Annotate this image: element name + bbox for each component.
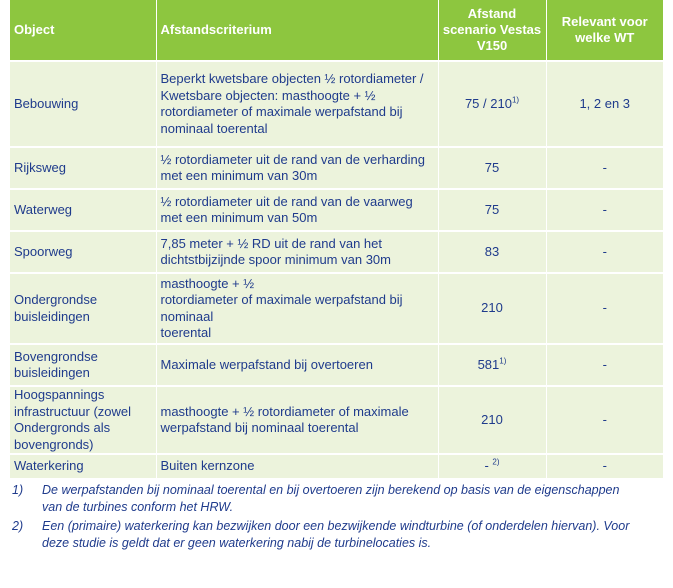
cell-distance-value: 75 — [484, 159, 500, 175]
cell-distance — [438, 61, 546, 147]
cell-object-line: buisleidingen — [14, 365, 90, 380]
cell-criterion-line: met een minimum van 50m — [160, 210, 318, 225]
footnote-ref: 2) — [492, 457, 500, 467]
header-distance-line: V150 — [476, 38, 508, 53]
cell-criterion-line: dichtstbijzijnde spoor minimum van 30m — [160, 252, 391, 267]
cell-object — [10, 61, 156, 147]
cell-criterion — [156, 273, 438, 344]
distance-criteria-table — [10, 0, 663, 478]
table-row — [10, 61, 663, 147]
cell-object-line: Spoorweg — [14, 243, 73, 259]
footnote — [10, 518, 663, 551]
cell-object — [10, 454, 156, 478]
cell-distance — [438, 147, 546, 189]
cell-criterion — [156, 386, 438, 454]
cell-criterion-line: nominaal — [160, 308, 214, 324]
cell-object — [10, 147, 156, 189]
footnote-ref: 1) — [499, 356, 507, 366]
cell-distance — [438, 231, 546, 273]
table-row — [10, 231, 663, 273]
cell-criterion — [156, 231, 438, 273]
cell-distance-value: 75 — [484, 201, 500, 217]
cell-distance-value: 581 — [477, 356, 500, 372]
cell-object — [10, 344, 156, 386]
cell-object — [10, 231, 156, 273]
cell-criterion-line: masthoogte + ½ — [160, 275, 255, 291]
cell-object-line: Ondergronds als — [14, 420, 111, 435]
cell-distance — [438, 273, 546, 344]
cell-criterion-line: Beperkt kwetsbare objecten ½ rotordiameter / — [160, 71, 424, 86]
cell-object-line: Bebouwing — [14, 95, 79, 111]
cell-distance-value: 83 — [484, 243, 500, 259]
cell-criterion-line: ½ rotordiameter uit de rand van de vaarweg — [160, 193, 413, 209]
cell-object-line: Hoogspannings — [14, 387, 105, 402]
cell-distance-value: 75 / 210 — [464, 95, 512, 111]
cell-criterion-line: toerental — [160, 325, 212, 340]
cell-criterion-line: rotordiameter of maximale werpafstand bij — [160, 104, 403, 119]
cell-object-line: Waterkering — [14, 458, 84, 474]
cell-relevant: - — [546, 454, 663, 478]
cell-criterion-line: Kwetsbare objecten: masthoogte + ½ — [160, 87, 376, 103]
footnotes — [10, 482, 663, 551]
footnote — [10, 482, 663, 515]
cell-criterion-line: rotordiameter of maximale werpafstand bij — [160, 292, 403, 307]
cell-object — [10, 189, 156, 231]
cell-object-line: buisleidingen — [14, 308, 90, 324]
cell-criterion-line: masthoogte + ½ rotordiameter of maximale — [160, 403, 409, 419]
table-row — [10, 454, 663, 478]
header-distance-line: Afstand — [467, 6, 517, 21]
header-distance — [438, 0, 546, 61]
cell-relevant: - — [546, 231, 663, 273]
cell-object-line: bovengronds) — [14, 436, 94, 452]
header-relevant — [546, 0, 663, 61]
cell-distance — [438, 344, 546, 386]
table-row — [10, 344, 663, 386]
footnote-ref: 1) — [511, 95, 520, 105]
cell-criterion-line: Maximale werpafstand bij overtoeren — [160, 356, 373, 372]
cell-distance-value: 210 — [481, 300, 503, 316]
document-page — [10, 0, 663, 554]
cell-criterion-line: 7,85 meter + ½ RD uit de rand van het — [160, 235, 382, 251]
table-header-row — [10, 0, 663, 61]
table-row — [10, 386, 663, 454]
header-relevant-line: Relevant voor — [561, 14, 648, 29]
cell-relevant: - — [546, 273, 663, 344]
footnote-number: 2) — [12, 519, 24, 533]
footnote-text: De werpafstanden bij nominaal toerental en bij overtoeren zijn berekend op basis van de eigenschappen van de turbines conform het HRW. — [42, 483, 620, 514]
header-distance-line: scenario Vestas — [442, 22, 542, 37]
cell-distance — [438, 454, 546, 478]
header-relevant-line: welke WT — [575, 30, 635, 45]
cell-distance — [438, 189, 546, 231]
cell-criterion-line: ½ rotordiameter uit de rand van de verharding — [160, 151, 425, 167]
table-row — [10, 189, 663, 231]
cell-relevant: - — [546, 147, 663, 189]
cell-relevant: - — [546, 386, 663, 454]
cell-distance-value: 210 — [481, 411, 503, 427]
cell-object-line: Waterweg — [14, 201, 73, 217]
cell-criterion — [156, 61, 438, 147]
cell-criterion — [156, 147, 438, 189]
cell-object — [10, 273, 156, 344]
table-row — [10, 273, 663, 344]
cell-criterion — [156, 344, 438, 386]
cell-object-line: Ondergrondse — [14, 292, 98, 307]
footnote-number: 1) — [12, 483, 24, 497]
cell-criterion-line: nominaal toerental — [160, 120, 268, 136]
cell-criterion-line: Buiten kernzone — [160, 458, 255, 474]
table-body — [10, 61, 663, 478]
cell-object — [10, 386, 156, 454]
cell-object-line: Bovengrondse — [14, 348, 98, 364]
cell-relevant: - — [546, 189, 663, 231]
cell-criterion — [156, 189, 438, 231]
cell-criterion-line: werpafstand bij nominaal toerental — [160, 420, 359, 435]
cell-relevant: 1, 2 en 3 — [546, 61, 663, 147]
cell-criterion — [156, 454, 438, 478]
header-object: Object — [10, 0, 156, 61]
cell-relevant: - — [546, 344, 663, 386]
cell-distance-value: - — [484, 458, 493, 474]
cell-distance — [438, 386, 546, 454]
footnote-text: Een (primaire) waterkering kan bezwijken door een bezwijkende windturbine (of onderdelen hiervan). Voor deze studie is geldt dat er geen waterkering nabij de turbinelocaties is. — [42, 519, 630, 550]
cell-object-line: Rijksweg — [14, 159, 67, 175]
header-criterion: Afstandscriterium — [156, 0, 438, 61]
cell-object-line: infrastructuur (zowel — [14, 403, 132, 419]
table-row — [10, 147, 663, 189]
cell-criterion-line: met een minimum van 30m — [160, 168, 318, 183]
